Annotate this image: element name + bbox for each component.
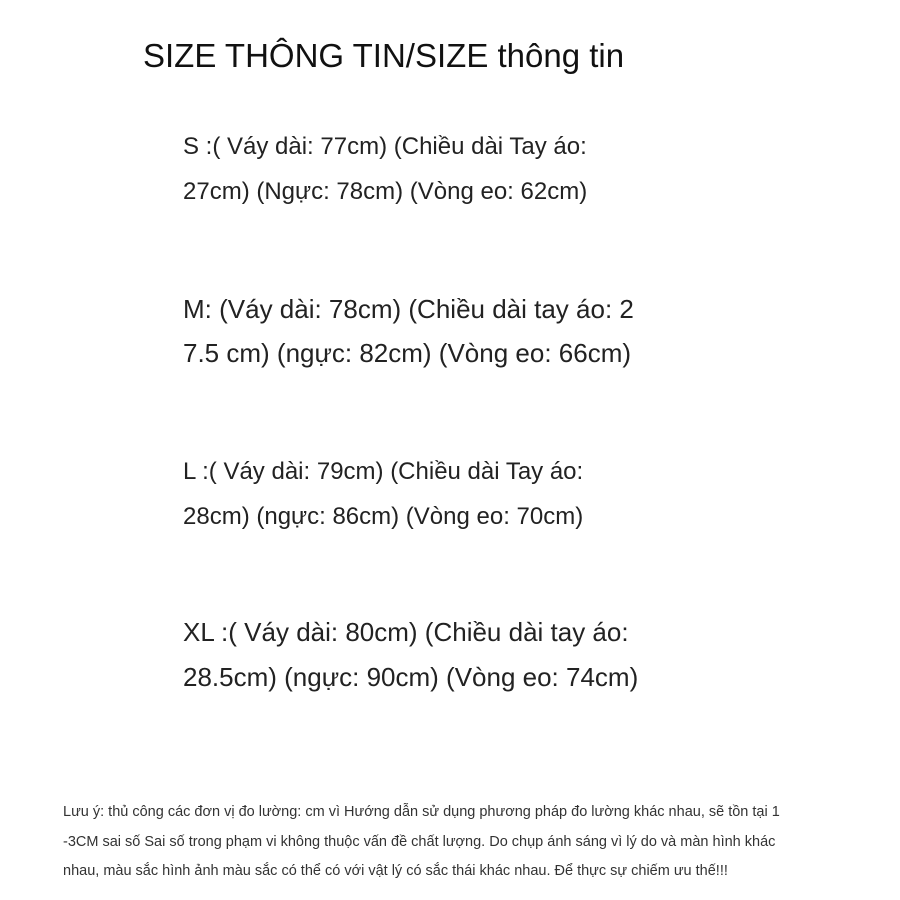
measurement-note	[63, 798, 843, 887]
size-l-line-1: L :( Váy dài: 79cm) (Chiều dài Tay áo:	[183, 458, 584, 485]
size-m-block	[183, 287, 634, 375]
size-s-block	[183, 124, 587, 214]
note-line-1: Lưu ý: thủ công các đơn vị đo lường: cm vì Hướng dẫn sử dụng phương pháp đo lường khác nhau, sẽ tồn tại 1	[63, 804, 780, 820]
note-line-3: nhau, màu sắc hình ảnh màu sắc có thể có với vật lý có sắc thái khác nhau. Để thực sự chiếm ưu thế!!!	[63, 863, 728, 879]
size-xl-block	[183, 610, 638, 700]
size-m-line-2: 7.5 cm) (ngực: 82cm) (Vòng eo: 66cm)	[183, 338, 632, 368]
size-xl-line-1: XL :( Váy dài: 80cm) (Chiều dài tay áo:	[183, 617, 629, 647]
size-l-block	[183, 449, 583, 539]
size-xl-line-2: 28.5cm) (ngực: 90cm) (Vòng eo: 74cm)	[183, 662, 639, 692]
note-line-2: -3CM sai số Sai số trong phạm vi không thuộc vấn đề chất lượng. Do chụp ánh sáng vì lý do và màn hình khác	[63, 833, 776, 850]
size-m-line-1: M: (Váy dài: 78cm) (Chiều dài tay áo: 2	[183, 294, 634, 324]
page-title: SIZE THÔNG TIN/SIZE thông tin	[143, 37, 625, 74]
size-l-line-2: 28cm) (ngực: 86cm) (Vòng eo: 70cm)	[183, 503, 584, 530]
size-s-line-2: 27cm) (Ngực: 78cm) (Vòng eo: 62cm)	[183, 178, 588, 205]
size-s-line-1: S :( Váy dài: 77cm) (Chiều dài Tay áo:	[183, 133, 587, 160]
